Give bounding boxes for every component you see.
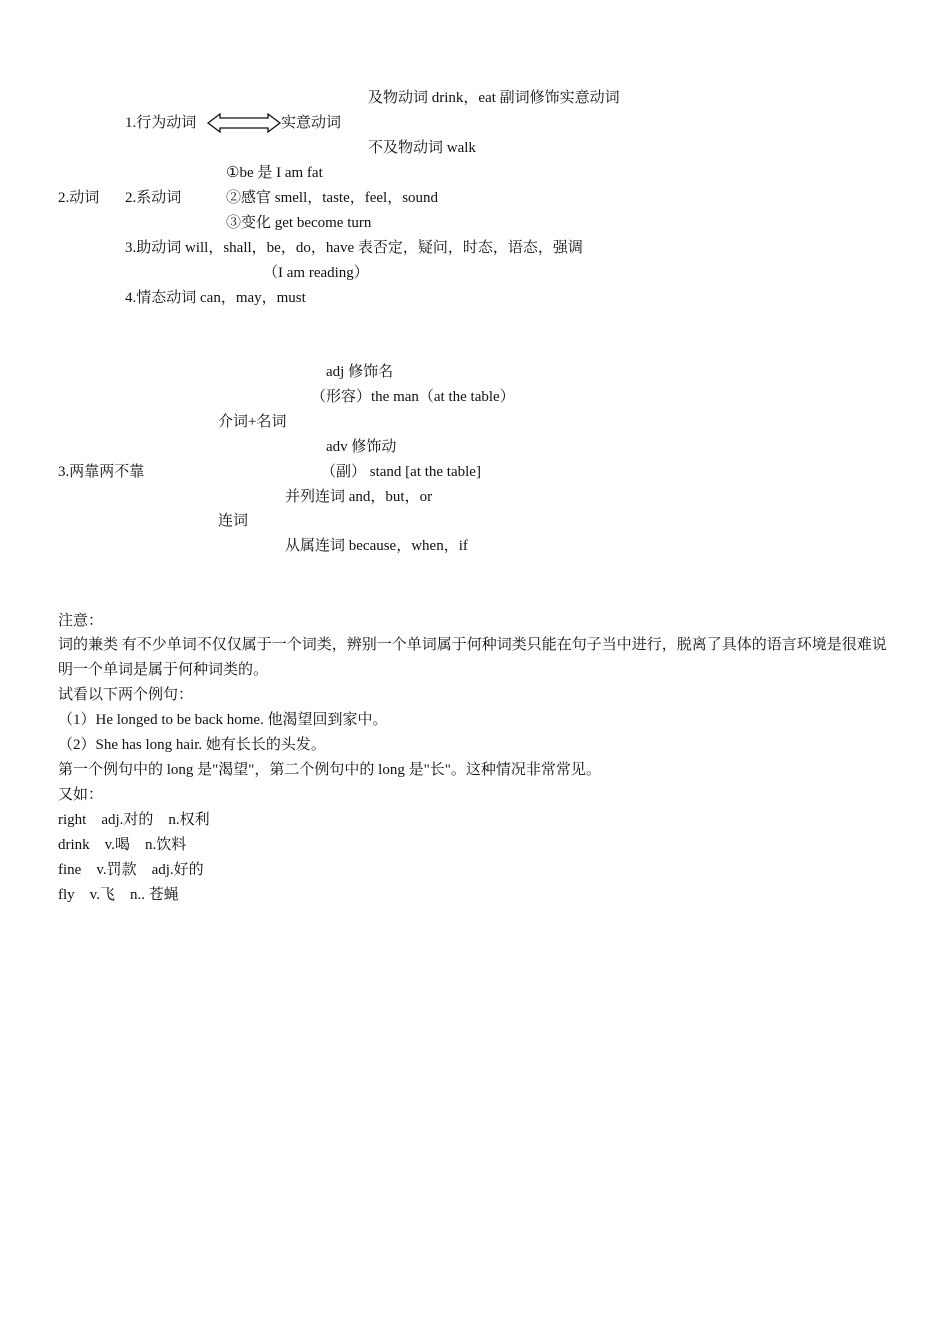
double-arrow-icon [206,112,282,134]
notional-verb-label: 实意动词 [281,115,342,131]
explanation: 第一个例句中的 long 是"渴望"，第二个例句中的 long 是"长"。这种情况非常常见。 [58,762,601,778]
be-line: ①be 是 I am fat [226,165,323,181]
intransitive-verb-line: 不及物动词 walk [368,140,476,156]
subordinating-conjunction-line: 从属连词 because，when，if [285,538,468,554]
adj-line: adj 修饰名 [326,364,394,380]
change-line: ③变化 get become turn [226,215,372,231]
coordinating-conjunction-line: 并列连词 and，but，or [285,489,433,505]
auxiliary-verb-line: 3.助动词 will，shall，be，do，have 表否定，疑问，时态，语态，强调 [125,240,583,256]
word-example-fine: fine v.罚款 adj.好的 [58,862,204,878]
auxiliary-example: （I am reading） [263,265,369,281]
adv-example: （副） stand [at the table] [321,464,481,480]
verb-category-label: 2.动词 [58,190,100,206]
notes-paragraph: 词的兼类 有不少单词不仅仅属于一个词类，辨别一个单词属于何种词类只能在句子当中进行，脱离了具体的语言环境是很难说明一个单词是属于何种词类的。 [58,637,887,678]
modal-verb-line: 4.情态动词 can，may，must [125,290,306,306]
word-example-fly: fly v.飞 n.. 苍蝇 [58,887,179,903]
example-sentence-1: （1）He longed to be back home. 他渴望回到家中。 [58,712,388,728]
conjunction-label: 连词 [218,513,249,529]
word-example-right: right adj.对的 n.权利 [58,812,210,828]
notes-intro: 试看以下两个例句： [58,687,194,703]
notes-heading: 注意： [58,613,104,629]
also-label: 又如： [58,787,104,803]
adv-line: adv 修饰动 [326,439,397,455]
senses-line: ②感官 smell，taste，feel，sound [226,190,439,206]
word-example-drink: drink v.喝 n.饮料 [58,837,187,853]
action-verb-label: 1.行为动词 [125,115,197,131]
transitive-verb-line: 及物动词 drink，eat 副词修饰实意动词 [368,90,620,106]
adj-example: （形容）the man（at the table） [311,389,515,405]
two-sided-label: 3.两靠两不靠 [58,464,145,480]
example-sentence-2: （2）She has long hair. 她有长长的头发。 [58,737,326,753]
prep-noun-label: 介词+名词 [218,414,287,430]
linking-verb-label: 2.系动词 [125,190,182,206]
